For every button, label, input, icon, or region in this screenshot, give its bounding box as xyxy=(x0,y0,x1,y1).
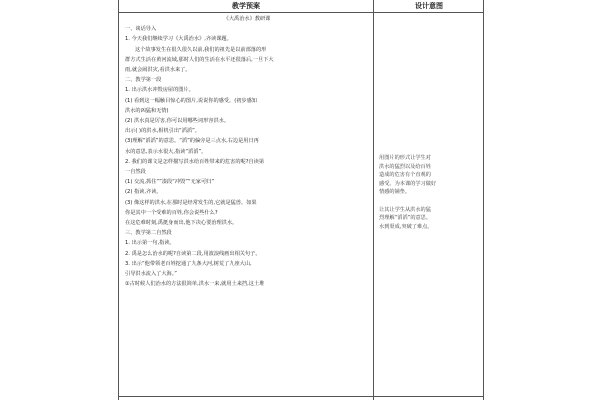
lesson-line: 一自然段 xyxy=(125,169,146,176)
lesson-line: (2) 洪水真是厉害,你可以用哪些词形容洪水。 xyxy=(125,118,230,125)
lesson-line: 这个故事发生在很久很久以前,我们的祖先是以前部落的形 xyxy=(135,46,267,53)
table-header xyxy=(119,0,483,13)
design-intent-line: 用图片的形式让学生对 xyxy=(379,155,431,161)
lesson-plan-table xyxy=(118,0,484,400)
lesson-plan-column xyxy=(125,14,369,289)
column-divider xyxy=(373,12,374,400)
lesson-line: (3)理解“滔滔”的意思。“滔”的偏旁是三点水,右边是用日再 xyxy=(125,138,259,145)
lesson-line: 雨,就会闹洪灾,看洪水来了。 xyxy=(125,67,191,74)
header-lesson-plan: 教学预案 xyxy=(232,2,260,10)
design-intent-line: 情感的铺垫。 xyxy=(379,189,411,196)
lesson-line: 洪水的凶猛和无情) xyxy=(125,107,169,114)
design-intent-column xyxy=(379,154,479,231)
design-intent-line: 造成的危害有个直观的 xyxy=(379,172,431,179)
lesson-line: 《大禹治水》教研课 xyxy=(223,16,271,22)
lesson-line: (3) 像这样的洪水,在那时是经常发生的,它就是猛兽。如果 xyxy=(125,199,257,206)
design-intent-line: 感受。为本课的学习做好 xyxy=(379,180,437,187)
lesson-line: 1. 出示第一句,指读。 xyxy=(125,240,175,247)
lesson-line: 2. 禹是怎么治水的呢?自读第二段,用波浪线画出相关句子。 xyxy=(125,250,261,257)
design-intent-line: 水到渠成,突破了难点。 xyxy=(379,223,433,230)
lesson-line: 群方式生活在黄河流域,那时人们的生活在水平还很落后,一旦下大 xyxy=(125,56,274,63)
lesson-line: (2) 指读,齐读。 xyxy=(125,189,162,196)
design-intent-line: 洪水的猛烈以及给百姓 xyxy=(379,163,431,170)
lesson-line: (1) 看到这一幅触目惊心的图片,说说你的感受。(初步感知 xyxy=(125,97,257,104)
lesson-line: 引导洪水流入了大海。” xyxy=(125,271,177,278)
design-intent-line: 让其让学生从洪水的猛 xyxy=(379,206,431,213)
lesson-line: 出示( )的洪水,相机引出“滔滔”。 xyxy=(125,128,200,135)
design-intent-line xyxy=(379,197,479,206)
design-intent-line: 烈理解“滔滔”的意思。 xyxy=(379,215,432,222)
lesson-line: 你是其中一个受难的百姓,你会说些什么? xyxy=(125,209,218,216)
lesson-line: 三、教学第二自然段 xyxy=(125,230,172,237)
lesson-line: 水的意思,表示水很大,指读“滔滔”。 xyxy=(125,148,207,155)
header-design-intent: 设计意图 xyxy=(373,0,484,12)
lesson-line: 1. 出示洪水冲毁房屋的图片。 xyxy=(125,87,194,94)
lesson-line: 在这危难时刻,禹挺身而出,他下决心要治理洪水。 xyxy=(125,220,238,227)
lesson-line: 2. 我们的课文是怎样描写洪水给百姓带来的危害的呢?自读第 xyxy=(125,158,265,165)
lesson-line: (1) 交流,抓住“”凑段“冲毁”“无家可归” xyxy=(125,179,215,186)
lesson-line: 二、教学第一段 xyxy=(125,77,162,84)
lesson-line: 一、谈话导入 xyxy=(125,26,157,33)
lesson-line: 3. 出示“他带领老百姓挖通了九条大河,树荒了九座大山, xyxy=(125,260,252,267)
lesson-line: 1. 今天我们继续学习《大禹治水》,齐读课题。 xyxy=(125,36,232,43)
table-bottom-border xyxy=(119,396,483,397)
lesson-line: ①古时候人们治水的方法很简单,洪水一来,就用土来挡,这土堆 xyxy=(125,281,265,288)
